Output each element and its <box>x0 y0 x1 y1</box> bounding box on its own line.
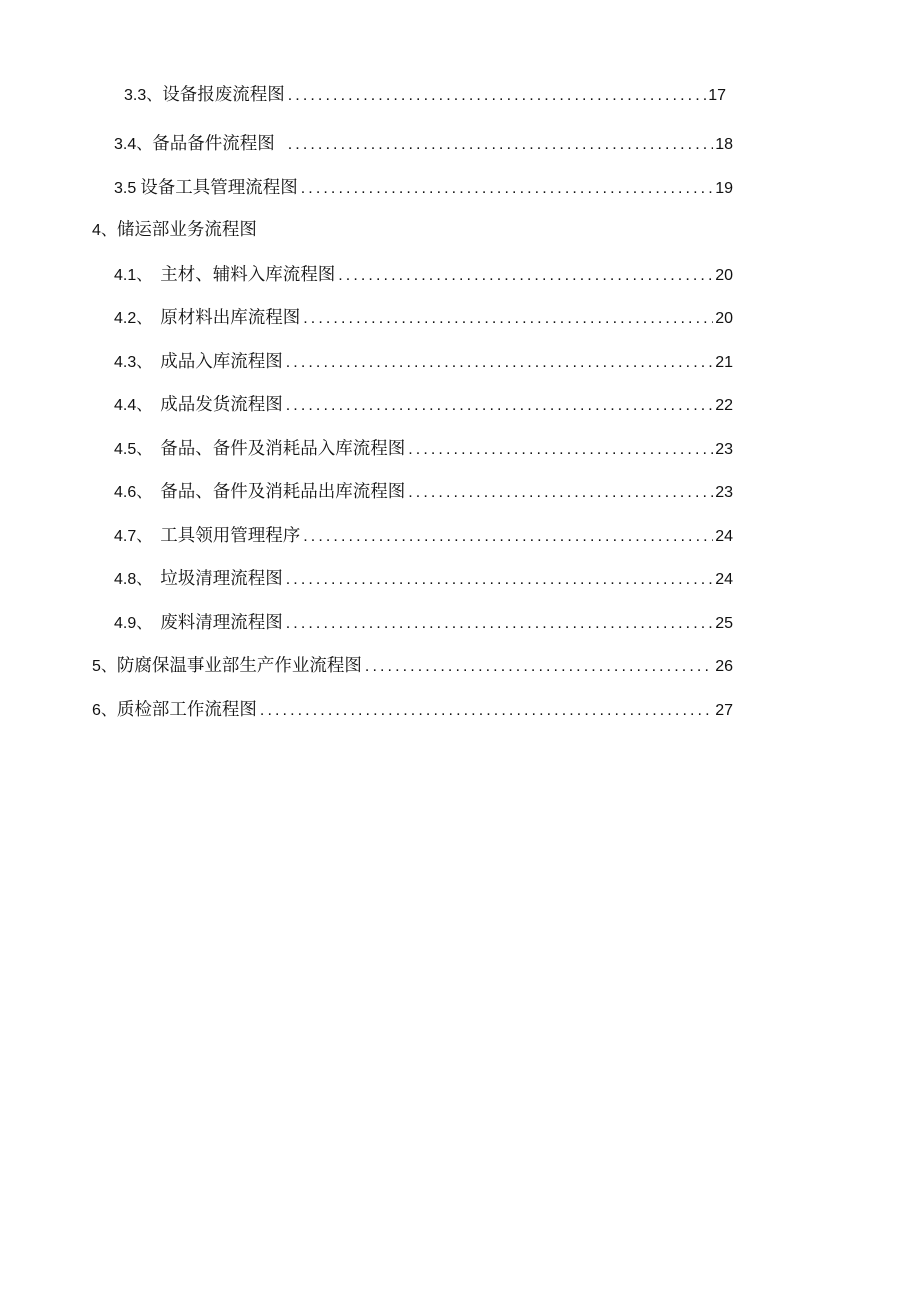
toc-entry-page: 23 <box>715 484 733 501</box>
toc-entry-4-8[interactable] <box>114 568 733 591</box>
toc-entry-4-6[interactable] <box>114 481 733 504</box>
dot-leader <box>303 308 713 330</box>
toc-entry-4-2[interactable] <box>114 307 733 330</box>
toc-entry-label: 主材、辅料入库流程图 <box>160 265 336 285</box>
dot-leader <box>286 569 713 591</box>
toc-entry-number: 5、 <box>92 658 117 675</box>
dot-leader <box>286 613 713 635</box>
toc-entry-label: 原材料出库流程图 <box>160 308 301 328</box>
toc-entry-page: 23 <box>715 441 733 458</box>
dot-leader <box>288 134 713 156</box>
toc-entry-page: 24 <box>715 571 733 588</box>
toc-entry-label: 备品、备件及消耗品出库流程图 <box>160 482 406 502</box>
toc-entry-number: 3.5 <box>114 180 137 197</box>
toc-entry-page: 20 <box>715 310 733 327</box>
dot-leader <box>286 352 713 374</box>
toc-entry-page: 25 <box>715 615 733 632</box>
toc-entry-3-3[interactable] <box>124 84 726 107</box>
dot-leader <box>288 85 706 107</box>
toc-entry-number: 4、 <box>92 222 117 239</box>
dot-leader <box>301 178 713 200</box>
dot-leader <box>303 526 713 548</box>
toc-entry-page: 24 <box>715 528 733 545</box>
toc-entry-label: 工具领用管理程序 <box>160 526 301 546</box>
toc-entry-label: 成品发货流程图 <box>160 395 283 415</box>
toc-entry-4-9[interactable] <box>114 612 733 635</box>
toc-entry-label: 成品入库流程图 <box>160 352 283 372</box>
dot-leader <box>408 439 713 461</box>
dot-leader <box>286 395 713 417</box>
dot-leader <box>408 482 713 504</box>
toc-entry-label: 储运部业务流程图 <box>116 220 257 240</box>
toc-entry-4-4[interactable] <box>114 394 733 417</box>
toc-entry-page: 22 <box>715 397 733 414</box>
toc-entry-page: 19 <box>715 180 733 197</box>
toc-entry-number: 4.5、 <box>114 441 153 458</box>
toc-entry-page: 27 <box>715 702 733 719</box>
toc-entry-5[interactable] <box>92 655 733 678</box>
toc-entry-label: 质检部工作流程图 <box>116 700 257 720</box>
toc-entry-4-3[interactable] <box>114 351 733 374</box>
toc-entry-label: 备品备件流程图 <box>152 134 275 154</box>
toc-entry-4-7[interactable] <box>114 525 733 548</box>
toc-entry-number: 4.1、 <box>114 267 153 284</box>
toc-entry-page: 17 <box>708 87 726 104</box>
toc-entry-number: 4.2、 <box>114 310 153 327</box>
toc-entry-number: 3.4、 <box>114 136 153 153</box>
toc-entry-number: 4.7、 <box>114 528 153 545</box>
toc-entry-number: 6、 <box>92 702 117 719</box>
toc-entry-label: 备品、备件及消耗品入库流程图 <box>160 439 406 459</box>
toc-entry-number: 4.6、 <box>114 484 153 501</box>
toc-entry-label: 防腐保温事业部生产作业流程图 <box>116 656 362 676</box>
toc-entry-6[interactable] <box>92 699 733 722</box>
toc-entry-label: 废料清理流程图 <box>160 613 283 633</box>
toc-entry-3-5[interactable] <box>114 177 733 200</box>
dot-leader <box>338 265 713 287</box>
toc-entry-page: 26 <box>715 658 733 675</box>
toc-entry-label: 设备报废流程图 <box>162 85 285 105</box>
toc-entry-page: 18 <box>715 136 733 153</box>
toc-entry-number: 4.8、 <box>114 571 153 588</box>
dot-leader <box>365 656 713 678</box>
dot-leader <box>260 700 713 722</box>
toc-entry-3-4[interactable] <box>114 133 733 156</box>
toc-entry-page: 21 <box>715 354 733 371</box>
toc-entry-number: 4.4、 <box>114 397 153 414</box>
toc-entry-number: 4.9、 <box>114 615 153 632</box>
toc-section-4[interactable] <box>92 219 257 242</box>
toc-entry-number: 3.3、 <box>124 87 163 104</box>
toc-entry-label: 设备工具管理流程图 <box>140 178 298 198</box>
toc-entry-label: 垃圾清理流程图 <box>160 569 283 589</box>
toc-entry-4-5[interactable] <box>114 438 733 461</box>
toc-entry-page: 20 <box>715 267 733 284</box>
toc-entry-number: 4.3、 <box>114 354 153 371</box>
toc-entry-4-1[interactable] <box>114 264 733 287</box>
